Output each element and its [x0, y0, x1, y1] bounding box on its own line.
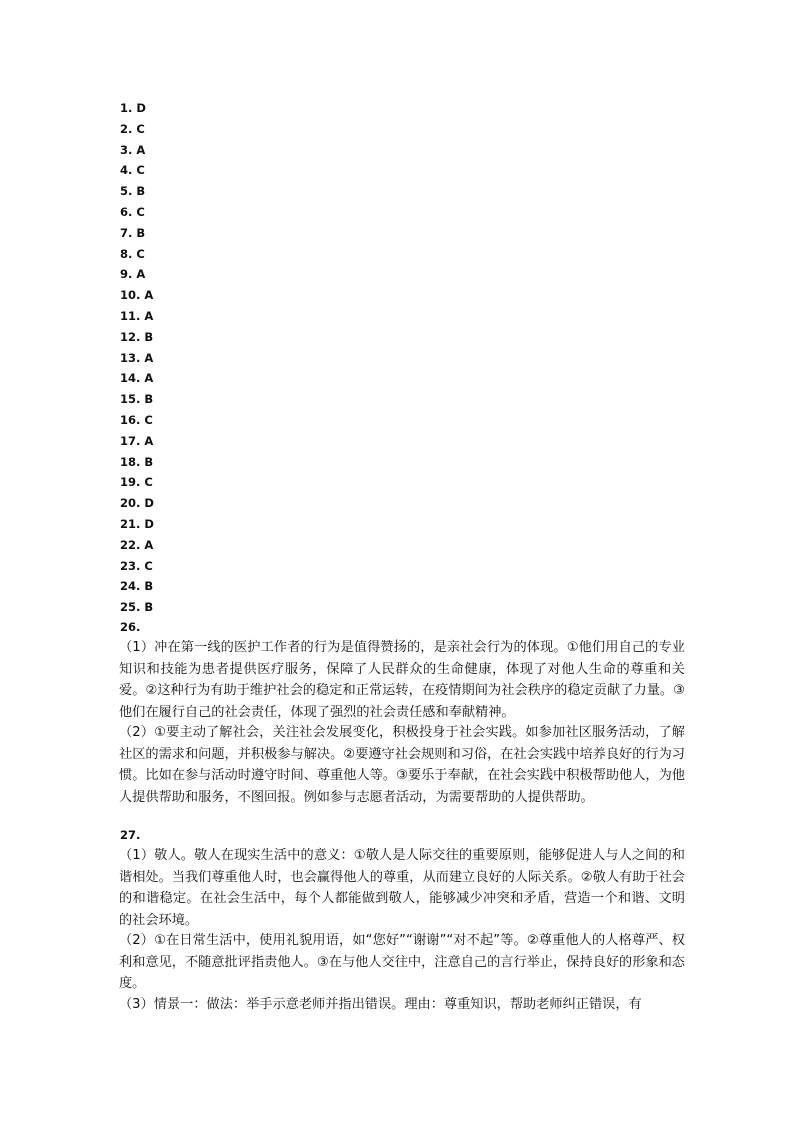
answer-item: 17. A	[120, 433, 154, 448]
answer-item: 3. A	[120, 142, 146, 157]
answer-item: 14. A	[120, 371, 154, 386]
answer-item: 12. B	[120, 329, 154, 344]
answer-item: 1. D	[120, 101, 146, 115]
answer-item: 2. C	[120, 121, 145, 136]
answer-item: 25. B	[120, 600, 154, 615]
answer-item: 6. C	[120, 204, 145, 219]
answer-item: 5. B	[120, 184, 146, 199]
answer-item: 23. C	[120, 558, 153, 573]
answer-item: 4. C	[120, 163, 145, 178]
question-27-number: 27.	[120, 828, 141, 842]
answer-item: 11. A	[120, 308, 154, 323]
question-26-part-1: （1）冲在第一线的医护工作者的行为是值得赞扬的，是亲社会行为的体现。①他们用自己的专业知识和技能为患者提供医疗服务，保障了人民群众的生命健康，体现了对他人生命的尊重和关爱。②这种行为有助于维护社会的稳定和正常运转，在疫情期间为社会秩序的稳定贡献了力量。③他们在履行自己的社会责任，体现了强烈的社会责任感和奉献精神。	[119, 640, 685, 720]
answer-item: 19. C	[120, 475, 153, 490]
answer-item: 13. A	[120, 350, 154, 365]
answer-item: 24. B	[120, 579, 154, 594]
answer-item: 7. B	[120, 225, 146, 240]
answer-item: 20. D	[120, 496, 154, 511]
answer-item: 18. B	[120, 454, 154, 469]
question-26-part-2: （2）①要主动了解社会，关注社会发展变化，积极投身于社会实践。如参加社区服务活动，了解社区的需求和问题，并积极参与解决。②要遵守社会规则和习俗，在社会实践中培养良好的行为习惯。比如在参与活动时遵守时间、尊重他人等。③要乐于奉献，在社会实践中积极帮助他人，为他人提供帮助和服务，不图回报。例如参与志愿者活动，为需要帮助的人提供帮助。	[119, 725, 685, 805]
answer-item: 15. B	[120, 392, 154, 407]
answer-item: 16. C	[120, 412, 153, 427]
answer-item: 9. A	[120, 267, 146, 282]
answer-item: 21. D	[120, 516, 154, 531]
question-27-part-2: （2）①在日常生活中，使用礼貌用语，如“您好”“谢谢”“对不起”等。②尊重他人的人格尊严、权利和意见，不随意批评指责他人。③在与他人交往中，注意自己的言行举止，保持良好的形象和态度。	[119, 933, 685, 991]
question-27-part-1: （1）敬人。敬人在现实生活中的意义：①敬人是人际交往的重要原则，能够促进人与人之间的和谐相处。当我们尊重他人时，也会赢得他人的尊重，从而建立良好的人际关系。②敬人有助于社会的和谐稳定。在社会生活中，每个人都能做到敬人，能够减少冲突和矛盾，营造一个和谐、文明的社会环境。	[119, 848, 685, 928]
answer-item: 8. C	[120, 246, 145, 261]
answer-item: 10. A	[120, 288, 154, 303]
answer-list	[120, 98, 154, 618]
question-27-part-3: （3）情景一：做法：举手示意老师并指出错误。理由：尊重知识，帮助老师纠正错误，有	[119, 997, 642, 1012]
question-26-number: 26.	[120, 620, 141, 634]
answer-item: 22. A	[120, 537, 154, 552]
